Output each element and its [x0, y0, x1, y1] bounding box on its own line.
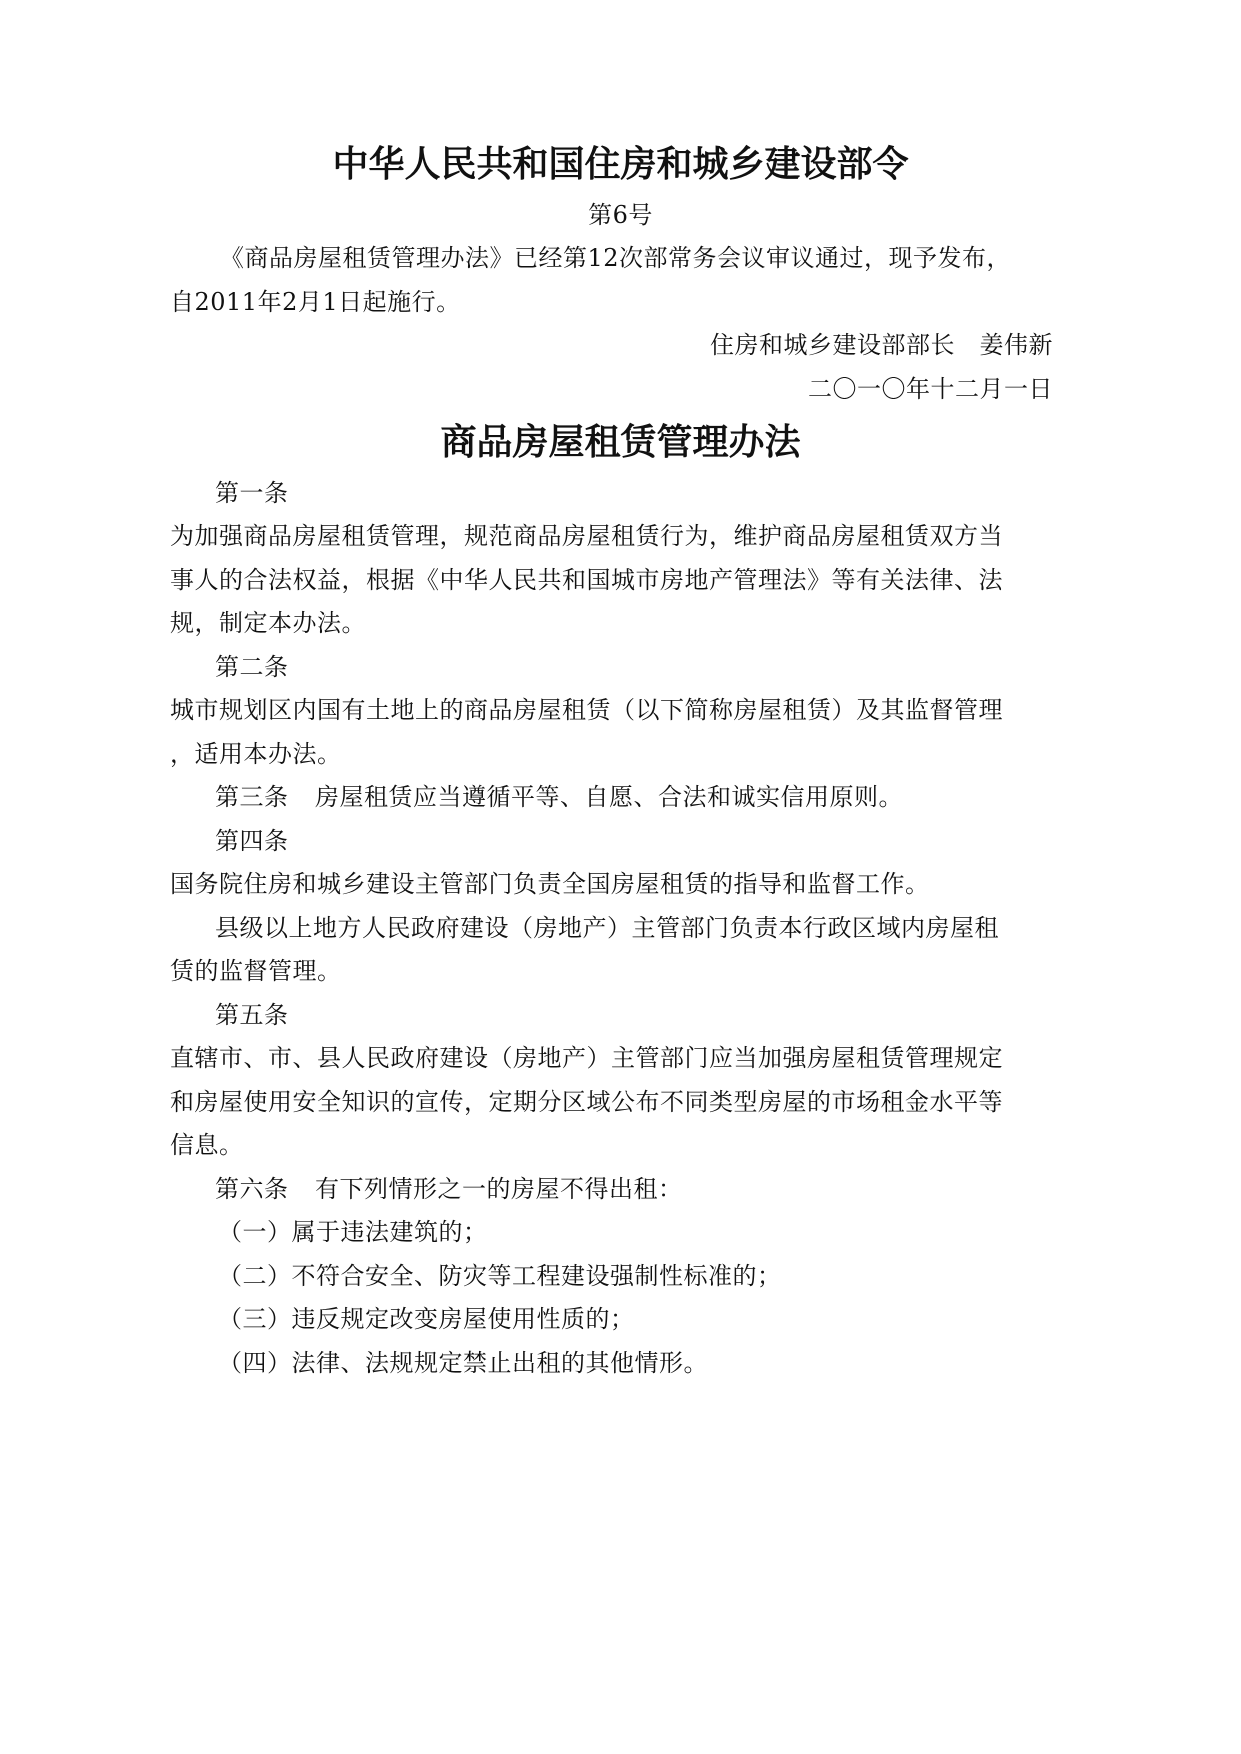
article-6-item: （四）法律、法规规定禁止出租的其他情形。 [218, 1349, 708, 1377]
article-4-heading: 第四条 [215, 827, 289, 855]
article-1-line-2: 事人的合法权益，根据《中华人民共和国城市房地产管理法》等有关法律、法 [170, 566, 1003, 594]
article-6 [215, 1174, 683, 1204]
article-6-item: （一）属于违法建筑的； [218, 1218, 488, 1246]
article-3-heading: 第三条 [215, 783, 289, 811]
decree-signer: 住房和城乡建设部部长 姜伟新 [710, 331, 1053, 359]
article-3 [215, 782, 903, 812]
article-2-heading: 第二条 [215, 653, 289, 681]
article-1-heading: 第一条 [215, 479, 289, 507]
article-6-text: 有下列情形之一的房屋不得出租： [315, 1175, 683, 1203]
article-6-item: （三）违反规定改变房屋使用性质的； [218, 1305, 635, 1333]
article-5-line-1: 直辖市、市、县人民政府建设（房地产）主管部门应当加强房屋租赁管理规定 [170, 1044, 1003, 1072]
article-6-item: （二）不符合安全、防灾等工程建设强制性标准的； [218, 1262, 782, 1290]
article-1-line-1: 为加强商品房屋租赁管理，规范商品房屋租赁行为，维护商品房屋租赁双方当 [170, 522, 1003, 550]
article-4-line-2: 县级以上地方人民政府建设（房地产）主管部门负责本行政区域内房屋租 [215, 914, 999, 942]
article-2-line-2: ，适用本办法。 [170, 740, 342, 768]
article-2-line-1: 城市规划区内国有土地上的商品房屋租赁（以下简称房屋租赁）及其监督管理 [170, 696, 1003, 724]
decree-body-line-2: 自2011年2月1日起施行。 [170, 288, 461, 316]
regulation-title: 商品房屋租赁管理办法 [440, 422, 801, 463]
article-5-line-2: 和房屋使用安全知识的宣传，定期分区域公布不同类型房屋的市场租金水平等 [170, 1088, 1003, 1116]
article-5-heading: 第五条 [215, 1001, 289, 1029]
decree-title: 中华人民共和国住房和城乡建设部令 [332, 144, 909, 185]
article-4-line-3: 赁的监督管理。 [170, 957, 342, 985]
article-5-line-3: 信息。 [170, 1131, 244, 1159]
article-3-text: 房屋租赁应当遵循平等、自愿、合法和诚实信用原则。 [315, 783, 903, 811]
article-1-line-3: 规，制定本办法。 [170, 609, 366, 637]
decree-number: 第6号 [588, 201, 653, 229]
article-6-heading: 第六条 [215, 1175, 289, 1203]
decree-body-line-1: 《商品房屋租赁管理办法》已经第12次部常务会议审议通过，现予发布， [220, 244, 1012, 272]
article-4-line-1: 国务院住房和城乡建设主管部门负责全国房屋租赁的指导和监督工作。 [170, 870, 930, 898]
decree-date: 二〇一〇年十二月一日 [808, 375, 1053, 403]
